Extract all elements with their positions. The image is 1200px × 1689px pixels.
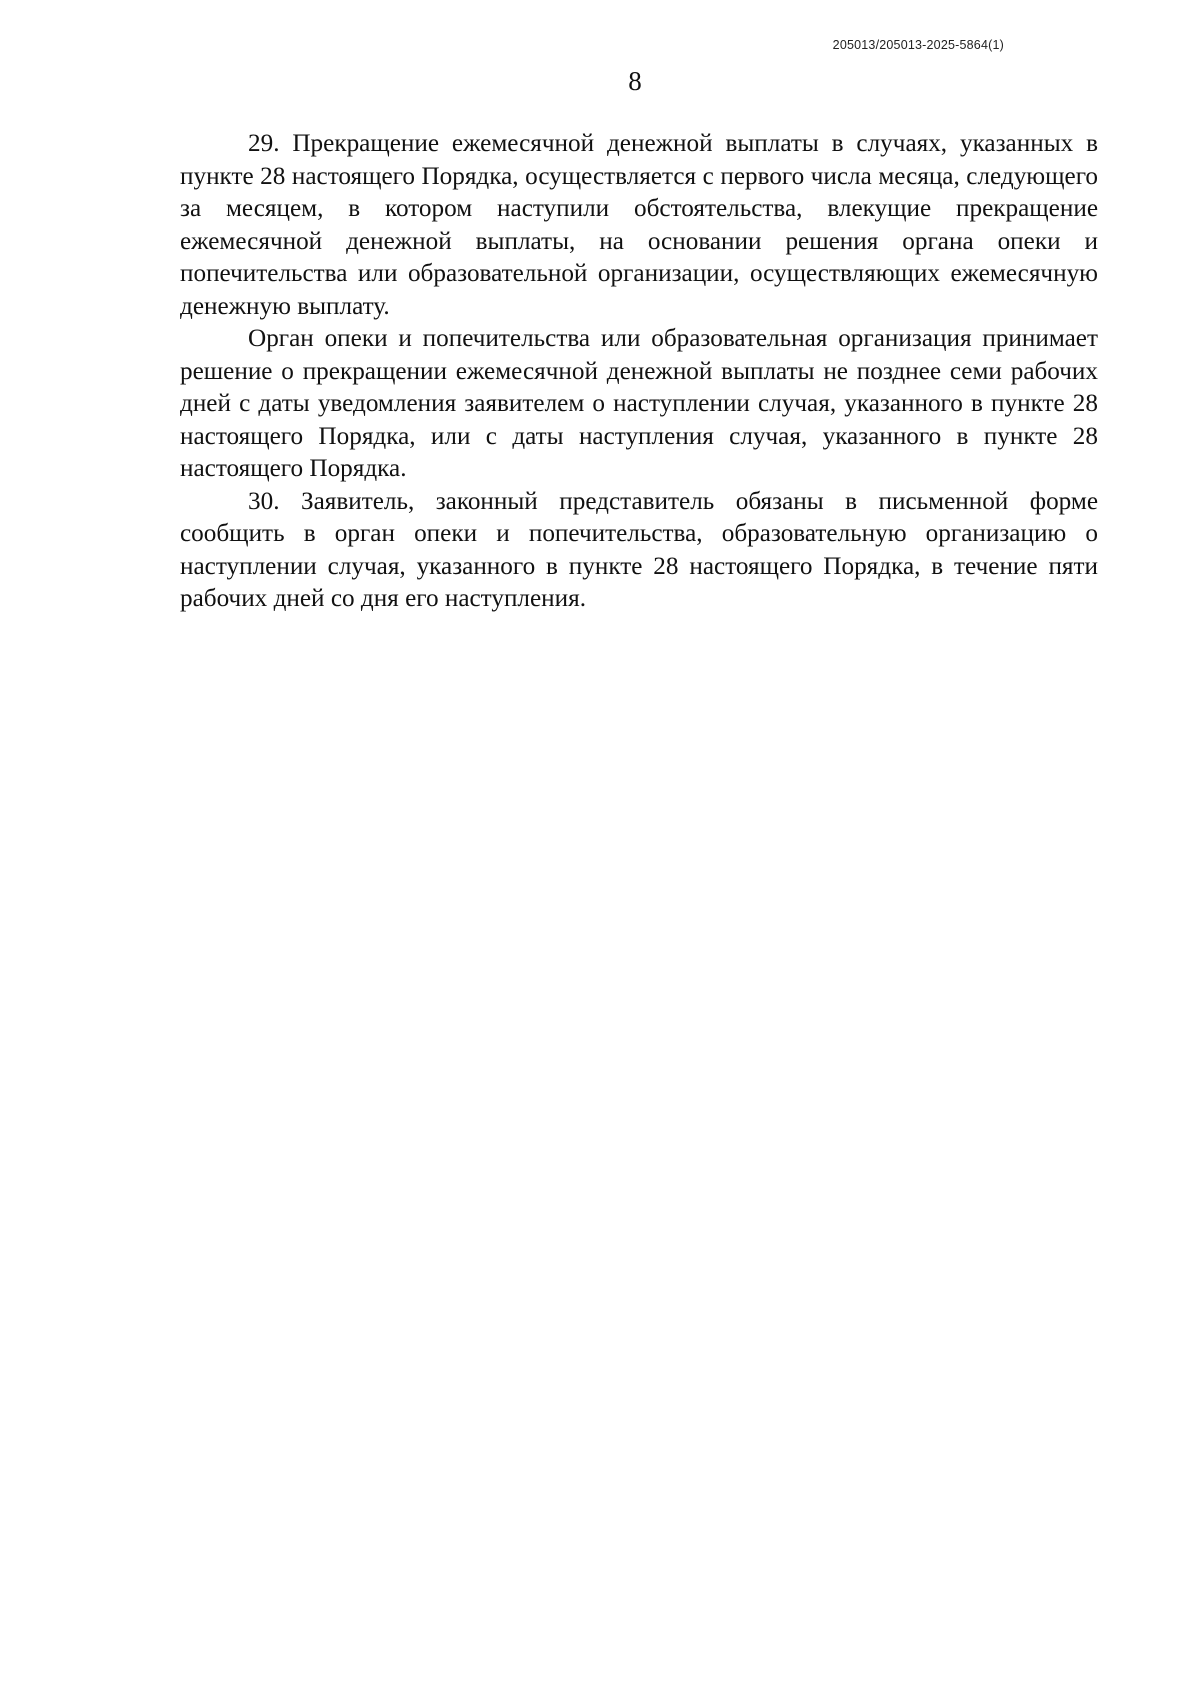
paragraph-29: 29. Прекращение ежемесячной денежной выплаты в случаях, указанных в пункте 28 настоящего Порядка, осуществляется с первого числа месяца, следующего за месяцем, в котором наступили обстоятельства, влекущие прекращение ежемесячной денежной выплаты, на основании решения органа опеки и попечительства или образовательной организации, осуществляющих ежемесячную денежную выплату. (180, 130, 1098, 320)
document-id: 205013/205013-2025-5864(1) (832, 38, 1004, 52)
document-body (180, 128, 1098, 616)
paragraph-29-continuation: Орган опеки и попечительства или образовательная организация принимает решение о прекращении ежемесячной денежной выплаты не позднее семи рабочих дней с даты уведомления заявителем о наступлении случая, указанного в пункте 28 настоящего Порядка, или с даты наступления случая, указанного в пункте 28 настоящего Порядка. (180, 325, 1098, 482)
page-number: 8 (628, 66, 642, 96)
paragraph-30: 30. Заявитель, законный представитель обязаны в письменной форме сообщить в орган опеки и попечительства, образовательную организацию о наступлении случая, указанного в пункте 28 настоящего Порядка, в течение пяти рабочих дней со дня его наступления. (180, 487, 1098, 612)
